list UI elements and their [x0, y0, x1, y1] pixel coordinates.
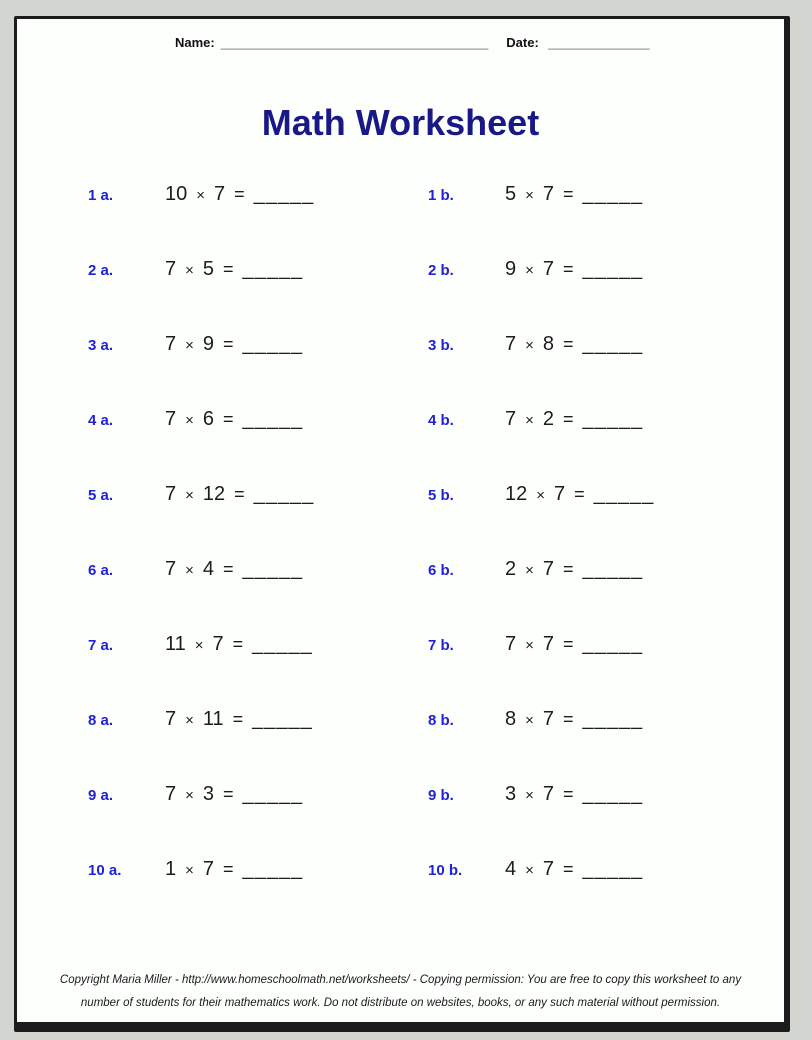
answer-blank: _____	[582, 333, 644, 355]
worksheet-header	[17, 35, 784, 50]
problem-1b	[505, 183, 643, 206]
problem-1a	[165, 183, 428, 206]
factor-1: 7	[165, 708, 177, 730]
copyright-line-2: number of students for their mathematics work. Do not distribute on websites, books, or any such material without permission.	[80, 996, 721, 1009]
problem-9a	[165, 783, 428, 806]
times-sign: ×	[185, 862, 194, 879]
problem-5b	[505, 483, 654, 506]
factor-2: 12	[202, 483, 226, 505]
date-block	[506, 35, 649, 50]
problem-3b	[505, 333, 643, 356]
problem-2b	[505, 258, 643, 281]
factor-1: 9	[505, 258, 517, 280]
problem-label-9a: 9 a.	[88, 787, 114, 804]
problem-row-2	[88, 258, 784, 284]
problem-6a	[165, 558, 428, 581]
factor-2: 3	[202, 783, 215, 805]
factor-2: 5	[202, 258, 215, 280]
equals-sign: =	[563, 634, 574, 654]
answer-blank: _____	[252, 633, 313, 655]
equals-sign: =	[234, 484, 245, 504]
answer-blank: _____	[242, 258, 304, 280]
factor-2: 7	[542, 783, 555, 805]
problem-label-2a: 2 a.	[88, 262, 114, 279]
copyright-footer	[17, 969, 784, 1014]
problem-label-10a: 10 a.	[88, 862, 122, 879]
answer-blank: _____	[582, 858, 644, 880]
problem-row-7	[88, 633, 784, 659]
problem-label-4a: 4 a.	[88, 412, 114, 429]
factor-1: 7	[165, 483, 177, 505]
answer-blank: _____	[582, 708, 644, 730]
factor-2: 4	[202, 558, 215, 580]
times-sign: ×	[525, 862, 534, 879]
answer-blank: _____	[593, 483, 655, 505]
equals-sign: =	[232, 709, 244, 729]
equals-sign: =	[563, 184, 574, 204]
factor-1: 7	[165, 783, 177, 805]
factor-2: 9	[202, 333, 215, 355]
problem-label-1b: 1 b.	[428, 187, 454, 204]
factor-1: 8	[505, 708, 517, 730]
factor-1: 2	[505, 558, 517, 580]
problem-4a	[165, 408, 428, 431]
factor-1: 7	[165, 333, 177, 355]
times-sign: ×	[525, 562, 534, 579]
problem-label-10b: 10 b.	[428, 862, 463, 879]
times-sign: ×	[525, 337, 534, 354]
problem-label-3b: 3 b.	[428, 337, 454, 354]
factor-2: 7	[212, 633, 224, 655]
problem-8a	[165, 708, 428, 731]
equals-sign: =	[223, 409, 234, 429]
equals-sign: =	[574, 484, 585, 504]
name-label: Name:	[175, 35, 215, 50]
factor-2: 11	[202, 708, 224, 730]
equals-sign: =	[223, 859, 234, 879]
times-sign: ×	[525, 712, 534, 729]
copyright-line-1: Copyright Maria Miller - http://www.homeschoolmath.net/worksheets/ - Copying permission: You are free to copy this worksheet to any	[59, 974, 742, 987]
problem-label-5b: 5 b.	[428, 487, 454, 504]
factor-2: 7	[554, 483, 566, 505]
factor-1: 1	[165, 858, 177, 880]
problem-7a	[165, 633, 428, 656]
problem-label-7a: 7 a.	[88, 637, 114, 654]
page-title: Math Worksheet	[261, 102, 540, 143]
factor-2: 7	[542, 183, 555, 205]
answer-blank: _____	[582, 558, 644, 580]
problem-label-4b: 4 b.	[428, 412, 454, 429]
problem-10a	[165, 858, 428, 881]
problems-list	[17, 183, 784, 884]
problem-2a	[165, 258, 428, 281]
times-sign: ×	[525, 787, 534, 804]
times-sign: ×	[185, 487, 194, 504]
factor-2: 7	[542, 558, 555, 580]
factor-1: 4	[505, 858, 517, 880]
answer-blank: _____	[253, 483, 315, 505]
answer-blank: _____	[242, 408, 304, 430]
problem-label-5a: 5 a.	[88, 487, 114, 504]
factor-1: 5	[505, 183, 517, 205]
worksheet-page	[14, 16, 790, 1032]
factor-1: 10	[165, 183, 188, 205]
factor-2: 2	[542, 408, 555, 430]
equals-sign: =	[232, 634, 244, 654]
equals-sign: =	[563, 559, 574, 579]
problem-row-5	[88, 483, 784, 509]
factor-2: 7	[542, 633, 555, 655]
problem-row-8	[88, 708, 784, 734]
problem-label-8b: 8 b.	[428, 712, 454, 729]
problem-row-1	[88, 183, 784, 209]
factor-1: 7	[165, 258, 177, 280]
times-sign: ×	[525, 262, 534, 279]
times-sign: ×	[185, 712, 194, 729]
factor-2: 7	[542, 708, 555, 730]
problem-row-9	[88, 783, 784, 809]
equals-sign: =	[563, 859, 574, 879]
times-sign: ×	[196, 187, 206, 204]
problem-10b	[505, 858, 643, 881]
answer-blank: _____	[252, 708, 313, 730]
times-sign: ×	[525, 187, 534, 204]
problem-label-8a: 8 a.	[88, 712, 114, 729]
factor-1: 7	[505, 333, 517, 355]
times-sign: ×	[185, 412, 194, 429]
times-sign: ×	[525, 637, 534, 654]
problem-8b	[505, 708, 643, 731]
factor-1: 7	[165, 408, 177, 430]
equals-sign: =	[563, 409, 574, 429]
date-blank-line: ______________	[548, 35, 650, 50]
problem-row-3	[88, 333, 784, 359]
problem-label-1a: 1 a.	[88, 187, 114, 204]
factor-1: 7	[165, 558, 177, 580]
factor-1: 11	[165, 633, 186, 655]
factor-2: 7	[214, 183, 226, 205]
problem-label-7b: 7 b.	[428, 637, 454, 654]
equals-sign: =	[223, 559, 234, 579]
equals-sign: =	[563, 709, 574, 729]
times-sign: ×	[525, 412, 534, 429]
factor-1: 7	[505, 633, 517, 655]
equals-sign: =	[223, 259, 234, 279]
equals-sign: =	[223, 334, 234, 354]
factor-1: 7	[505, 408, 517, 430]
problem-row-6	[88, 558, 784, 584]
factor-2: 8	[542, 333, 555, 355]
problem-label-2b: 2 b.	[428, 262, 454, 279]
equals-sign: =	[234, 184, 245, 204]
problem-label-3a: 3 a.	[88, 337, 114, 354]
times-sign: ×	[185, 562, 194, 579]
answer-blank: _____	[242, 783, 304, 805]
answer-blank: _____	[242, 333, 304, 355]
factor-1: 12	[505, 483, 528, 505]
answer-blank: _____	[253, 183, 315, 205]
date-label: Date:	[506, 35, 539, 50]
times-sign: ×	[185, 337, 194, 354]
times-sign: ×	[536, 487, 546, 504]
times-sign: ×	[185, 262, 194, 279]
answer-blank: _____	[242, 558, 304, 580]
answer-blank: _____	[242, 858, 304, 880]
answer-blank: _____	[582, 258, 644, 280]
problem-row-10	[88, 858, 784, 884]
problem-7b	[505, 633, 643, 656]
equals-sign: =	[223, 784, 234, 804]
factor-2: 6	[202, 408, 215, 430]
problem-label-9b: 9 b.	[428, 787, 454, 804]
answer-blank: _____	[582, 408, 644, 430]
factor-2: 7	[542, 858, 555, 880]
answer-blank: _____	[582, 783, 644, 805]
problem-9b	[505, 783, 643, 806]
factor-2: 7	[542, 258, 555, 280]
problem-6b	[505, 558, 643, 581]
equals-sign: =	[563, 259, 574, 279]
times-sign: ×	[194, 637, 204, 654]
problem-label-6b: 6 b.	[428, 562, 454, 579]
factor-1: 3	[505, 783, 517, 805]
problem-label-6a: 6 a.	[88, 562, 114, 579]
problem-4b	[505, 408, 643, 431]
answer-blank: _____	[582, 633, 644, 655]
factor-2: 7	[202, 858, 215, 880]
problem-5a	[165, 483, 428, 506]
equals-sign: =	[563, 334, 574, 354]
problem-3a	[165, 333, 428, 356]
name-blank-line: _____________________________________	[220, 35, 489, 50]
problem-row-4	[88, 408, 784, 434]
answer-blank: _____	[582, 183, 644, 205]
equals-sign: =	[563, 784, 574, 804]
times-sign: ×	[185, 787, 194, 804]
